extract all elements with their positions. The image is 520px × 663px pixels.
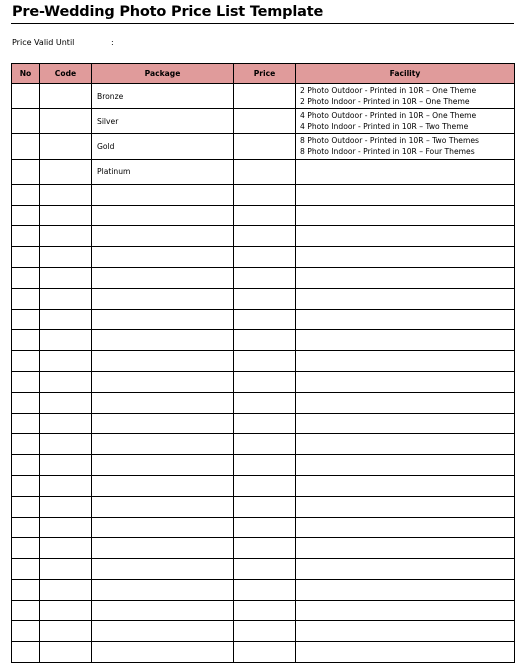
no-cell[interactable] <box>12 642 40 663</box>
price-cell[interactable] <box>234 496 296 517</box>
package-cell[interactable] <box>92 392 234 413</box>
empty-table-row <box>12 538 515 559</box>
code-cell[interactable] <box>40 642 92 663</box>
code-cell[interactable] <box>40 475 92 496</box>
no-cell[interactable] <box>12 330 40 351</box>
no-cell[interactable] <box>12 226 40 247</box>
facility-cell[interactable] <box>296 247 515 268</box>
no-cell[interactable] <box>12 247 40 268</box>
no-cell[interactable] <box>12 351 40 372</box>
price-cell[interactable] <box>234 538 296 559</box>
price-cell[interactable] <box>234 559 296 580</box>
package-cell[interactable] <box>92 267 234 288</box>
no-cell[interactable] <box>12 517 40 538</box>
price-cell[interactable] <box>234 247 296 268</box>
package-cell[interactable] <box>92 579 234 600</box>
code-cell[interactable] <box>40 159 92 184</box>
column-header-code: Code <box>40 64 92 84</box>
price-cell[interactable] <box>234 517 296 538</box>
empty-table-row <box>12 559 515 580</box>
price-list-table <box>11 63 515 663</box>
column-header-facility: Facility <box>296 64 515 84</box>
facility-cell[interactable] <box>296 134 515 159</box>
price-cell[interactable] <box>234 455 296 476</box>
code-cell[interactable] <box>40 413 92 434</box>
package-cell[interactable]: Platinum <box>92 159 234 184</box>
code-cell[interactable] <box>40 330 92 351</box>
facility-line: 4 Photo Outdoor - Printed in 10R – One Theme <box>300 111 477 121</box>
no-cell[interactable] <box>12 84 40 109</box>
facility-cell[interactable] <box>296 351 515 372</box>
no-cell[interactable] <box>12 109 40 134</box>
facility-cell[interactable] <box>296 159 515 184</box>
empty-table-row <box>12 496 515 517</box>
package-cell[interactable] <box>92 330 234 351</box>
price-cell[interactable] <box>234 226 296 247</box>
facility-line: 2 Photo Outdoor - Printed in 10R – One Theme <box>300 86 477 96</box>
price-cell[interactable] <box>234 579 296 600</box>
empty-table-row <box>12 621 515 642</box>
no-cell[interactable] <box>12 475 40 496</box>
code-cell[interactable] <box>40 600 92 621</box>
price-cell[interactable] <box>234 434 296 455</box>
code-cell[interactable] <box>40 579 92 600</box>
empty-table-row <box>12 226 515 247</box>
package-cell[interactable]: Bronze <box>92 84 234 109</box>
no-cell[interactable] <box>12 205 40 226</box>
price-cell[interactable] <box>234 288 296 309</box>
code-cell[interactable] <box>40 134 92 159</box>
facility-cell[interactable] <box>296 392 515 413</box>
no-cell[interactable] <box>12 267 40 288</box>
facility-line: 4 Photo Indoor - Printed in 10R – Two Theme <box>300 122 469 132</box>
no-cell[interactable] <box>12 600 40 621</box>
no-cell[interactable] <box>12 496 40 517</box>
facility-cell[interactable] <box>296 205 515 226</box>
code-cell[interactable] <box>40 351 92 372</box>
empty-table-row <box>12 392 515 413</box>
table-row <box>12 134 515 159</box>
facility-cell[interactable] <box>296 600 515 621</box>
empty-table-row <box>12 434 515 455</box>
no-cell[interactable] <box>12 371 40 392</box>
no-cell[interactable] <box>12 455 40 476</box>
code-cell[interactable] <box>40 84 92 109</box>
code-cell[interactable] <box>40 496 92 517</box>
price-cell[interactable] <box>234 184 296 205</box>
page-title: Pre-Wedding Photo Price List Template <box>12 4 324 20</box>
code-cell[interactable] <box>40 109 92 134</box>
package-cell[interactable] <box>92 205 234 226</box>
no-cell[interactable] <box>12 559 40 580</box>
price-cell[interactable] <box>234 309 296 330</box>
code-cell[interactable] <box>40 288 92 309</box>
package-cell[interactable] <box>92 309 234 330</box>
price-valid-label: Price Valid Until <box>12 38 75 47</box>
no-cell[interactable] <box>12 538 40 559</box>
code-cell[interactable] <box>40 621 92 642</box>
package-cell[interactable] <box>92 413 234 434</box>
empty-table-row <box>12 600 515 621</box>
empty-table-row <box>12 309 515 330</box>
code-cell[interactable] <box>40 184 92 205</box>
no-cell[interactable] <box>12 579 40 600</box>
facility-cell[interactable] <box>296 517 515 538</box>
package-cell[interactable] <box>92 288 234 309</box>
facility-cell[interactable] <box>296 288 515 309</box>
facility-line: 2 Photo Indoor - Printed in 10R – One Theme <box>300 97 470 107</box>
package-cell[interactable] <box>92 351 234 372</box>
no-cell[interactable] <box>12 413 40 434</box>
no-cell[interactable] <box>12 392 40 413</box>
code-cell[interactable] <box>40 538 92 559</box>
code-cell[interactable] <box>40 559 92 580</box>
price-cell[interactable] <box>234 621 296 642</box>
table-body <box>12 84 515 663</box>
code-cell[interactable] <box>40 371 92 392</box>
price-cell[interactable] <box>234 330 296 351</box>
table-header-row <box>12 64 515 84</box>
facility-line: 8 Photo Outdoor - Printed in 10R – Two Themes <box>300 136 479 146</box>
facility-cell[interactable] <box>296 621 515 642</box>
facility-cell[interactable] <box>296 475 515 496</box>
package-cell[interactable] <box>92 600 234 621</box>
price-valid-colon: : <box>111 38 114 47</box>
no-cell[interactable] <box>12 184 40 205</box>
empty-table-row <box>12 413 515 434</box>
code-cell[interactable] <box>40 247 92 268</box>
empty-table-row <box>12 247 515 268</box>
empty-table-row <box>12 475 515 496</box>
no-cell[interactable] <box>12 159 40 184</box>
table-row <box>12 84 515 109</box>
package-cell[interactable] <box>92 184 234 205</box>
table-row <box>12 109 515 134</box>
title-underline <box>11 23 514 24</box>
empty-table-row <box>12 330 515 351</box>
price-cell[interactable] <box>234 205 296 226</box>
code-cell[interactable] <box>40 517 92 538</box>
package-cell[interactable] <box>92 247 234 268</box>
code-cell[interactable] <box>40 392 92 413</box>
code-cell[interactable] <box>40 455 92 476</box>
price-cell[interactable] <box>234 159 296 184</box>
facility-cell[interactable] <box>296 267 515 288</box>
empty-table-row <box>12 267 515 288</box>
facility-cell[interactable] <box>296 434 515 455</box>
empty-table-row <box>12 351 515 372</box>
facility-cell[interactable] <box>296 559 515 580</box>
empty-table-row <box>12 579 515 600</box>
no-cell[interactable] <box>12 309 40 330</box>
code-cell[interactable] <box>40 309 92 330</box>
package-cell[interactable] <box>92 517 234 538</box>
empty-table-row <box>12 371 515 392</box>
facility-cell[interactable] <box>296 538 515 559</box>
facility-cell[interactable] <box>296 642 515 663</box>
facility-cell[interactable] <box>296 496 515 517</box>
facility-cell[interactable] <box>296 309 515 330</box>
price-valid-row <box>12 38 114 47</box>
facility-cell[interactable] <box>296 413 515 434</box>
price-cell[interactable] <box>234 267 296 288</box>
price-cell[interactable] <box>234 84 296 109</box>
price-cell[interactable] <box>234 134 296 159</box>
package-cell[interactable] <box>92 475 234 496</box>
price-cell[interactable] <box>234 600 296 621</box>
facility-line: 8 Photo Indoor - Printed in 10R – Four Themes <box>300 147 475 157</box>
no-cell[interactable] <box>12 288 40 309</box>
facility-cell[interactable] <box>296 109 515 134</box>
package-cell[interactable] <box>92 642 234 663</box>
empty-table-row <box>12 517 515 538</box>
empty-table-row <box>12 205 515 226</box>
package-cell[interactable]: Silver <box>92 109 234 134</box>
price-cell[interactable] <box>234 351 296 372</box>
no-cell[interactable] <box>12 621 40 642</box>
package-cell[interactable]: Gold <box>92 134 234 159</box>
code-cell[interactable] <box>40 226 92 247</box>
code-cell[interactable] <box>40 434 92 455</box>
facility-cell[interactable] <box>296 455 515 476</box>
package-cell[interactable] <box>92 621 234 642</box>
package-cell[interactable] <box>92 371 234 392</box>
price-cell[interactable] <box>234 392 296 413</box>
column-header-package: Package <box>92 64 234 84</box>
facility-cell[interactable] <box>296 184 515 205</box>
facility-cell[interactable] <box>296 84 515 109</box>
price-cell[interactable] <box>234 642 296 663</box>
package-cell[interactable] <box>92 434 234 455</box>
package-cell[interactable] <box>92 538 234 559</box>
facility-cell[interactable] <box>296 371 515 392</box>
empty-table-row <box>12 184 515 205</box>
table-row <box>12 159 515 184</box>
code-cell[interactable] <box>40 267 92 288</box>
price-cell[interactable] <box>234 413 296 434</box>
package-cell[interactable] <box>92 455 234 476</box>
code-cell[interactable] <box>40 205 92 226</box>
package-cell[interactable] <box>92 496 234 517</box>
column-header-no: No <box>12 64 40 84</box>
empty-table-row <box>12 288 515 309</box>
column-header-price: Price <box>234 64 296 84</box>
price-cell[interactable] <box>234 109 296 134</box>
empty-table-row <box>12 642 515 663</box>
empty-table-row <box>12 455 515 476</box>
facility-cell[interactable] <box>296 226 515 247</box>
price-cell[interactable] <box>234 371 296 392</box>
price-cell[interactable] <box>234 475 296 496</box>
package-cell[interactable] <box>92 559 234 580</box>
package-cell[interactable] <box>92 226 234 247</box>
facility-cell[interactable] <box>296 579 515 600</box>
no-cell[interactable] <box>12 134 40 159</box>
no-cell[interactable] <box>12 434 40 455</box>
facility-cell[interactable] <box>296 330 515 351</box>
